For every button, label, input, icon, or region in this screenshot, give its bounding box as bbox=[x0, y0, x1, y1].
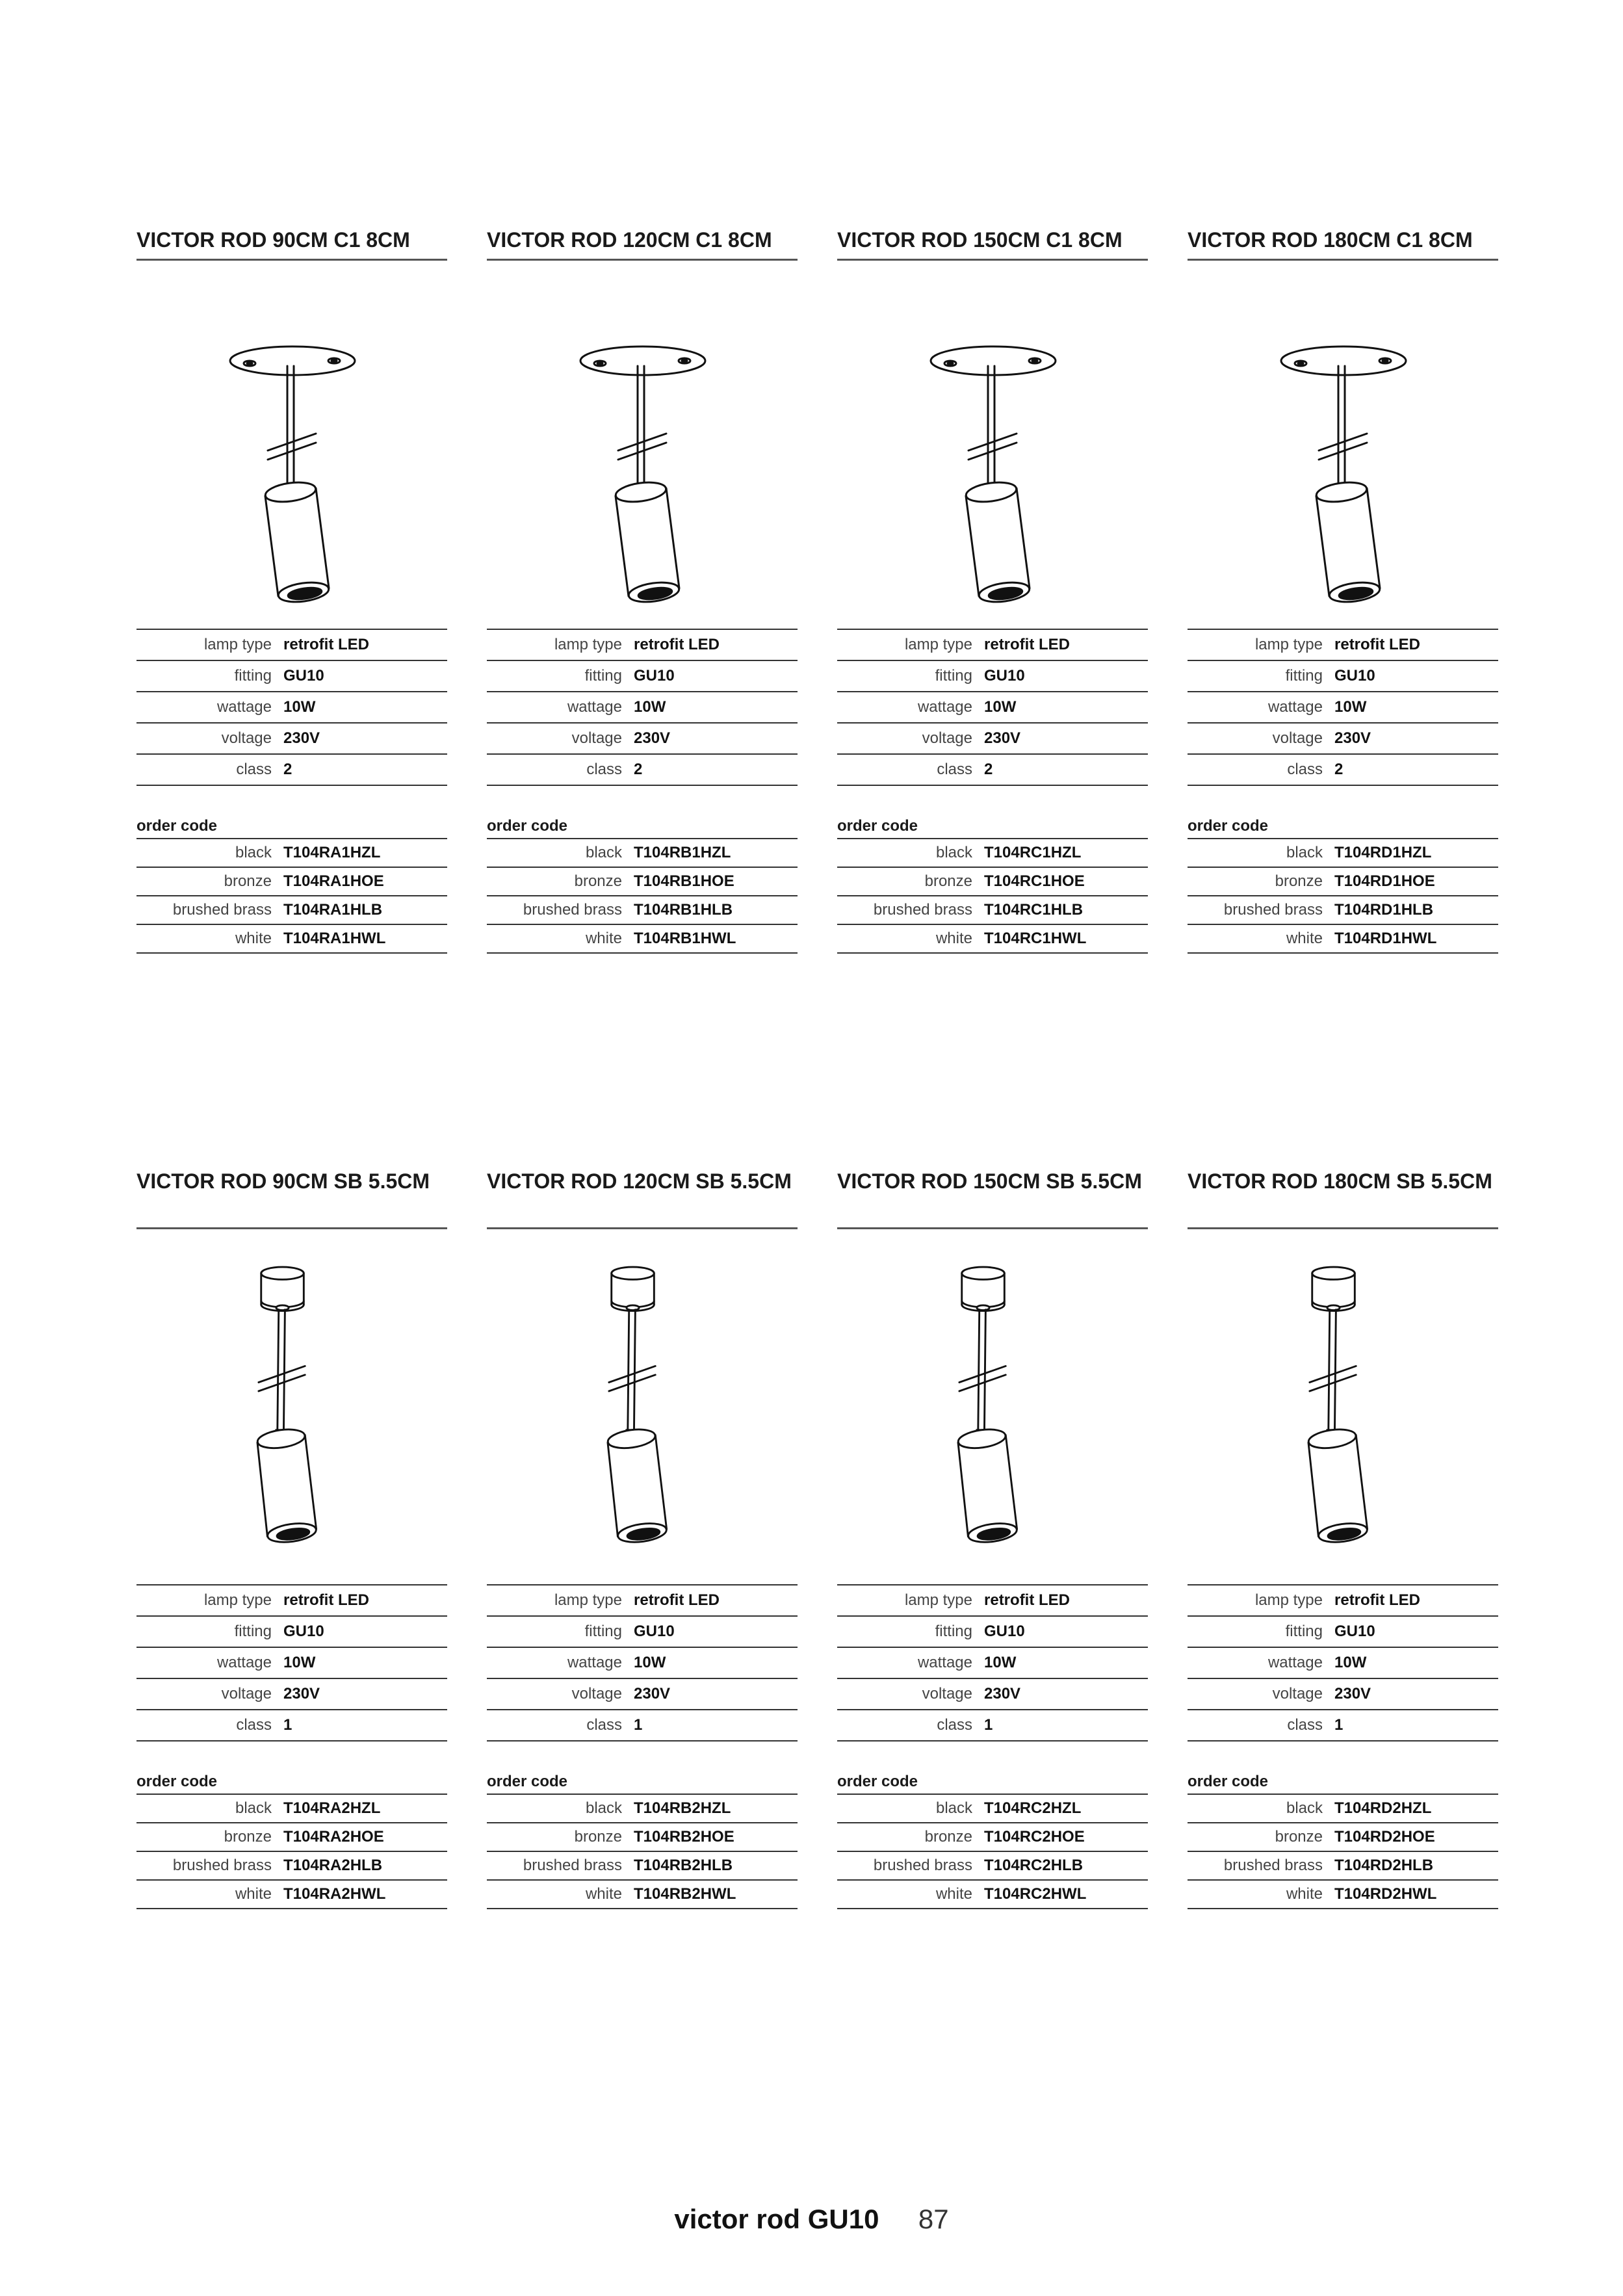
spec-row: voltage 230V bbox=[837, 724, 1148, 755]
order-row: brushed brass T104RD1HLB bbox=[1188, 896, 1498, 925]
page-footer bbox=[0, 2204, 1623, 2235]
lamp-drawing-surface-box bbox=[1188, 1233, 1498, 1584]
spec-row: fitting GU10 bbox=[1188, 661, 1498, 692]
order-code-table bbox=[837, 839, 1148, 954]
order-row: black T104RA2HZL bbox=[136, 1795, 447, 1823]
order-row: white T104RD2HWL bbox=[1188, 1881, 1498, 1909]
order-code-table bbox=[136, 839, 447, 954]
spec-table bbox=[487, 1584, 798, 1742]
spec-row: voltage 230V bbox=[136, 724, 447, 755]
product-card bbox=[487, 226, 798, 954]
spec-table bbox=[837, 1584, 1148, 1742]
order-row: bronze T104RD2HOE bbox=[1188, 1823, 1498, 1852]
order-code-heading: order code bbox=[837, 815, 1148, 839]
lamp-drawing-surface-box bbox=[136, 1233, 447, 1584]
spec-row: class 2 bbox=[136, 755, 447, 786]
lamp-drawing-surface-box bbox=[487, 1233, 798, 1584]
lamp-drawing-canopy bbox=[136, 265, 447, 629]
spec-row: fitting GU10 bbox=[837, 661, 1148, 692]
spec-row: voltage 230V bbox=[136, 1679, 447, 1710]
spec-row: class 2 bbox=[487, 755, 798, 786]
spec-row: lamp type retrofit LED bbox=[837, 1585, 1148, 1617]
spec-row: voltage 230V bbox=[487, 724, 798, 755]
order-row: bronze T104RA2HOE bbox=[136, 1823, 447, 1852]
spec-row: fitting GU10 bbox=[487, 1617, 798, 1648]
spec-row: lamp type retrofit LED bbox=[136, 1585, 447, 1617]
spec-row: lamp type retrofit LED bbox=[837, 630, 1148, 661]
spec-table bbox=[837, 629, 1148, 786]
spec-table bbox=[1188, 629, 1498, 786]
order-code-heading: order code bbox=[837, 1770, 1148, 1795]
spec-row: fitting GU10 bbox=[1188, 1617, 1498, 1648]
product-card bbox=[136, 1168, 447, 1909]
spec-row: wattage 10W bbox=[136, 1648, 447, 1679]
product-card bbox=[837, 1168, 1148, 1909]
order-row: brushed brass T104RC2HLB bbox=[837, 1852, 1148, 1881]
spec-row: lamp type retrofit LED bbox=[487, 630, 798, 661]
order-row: bronze T104RA1HOE bbox=[136, 868, 447, 896]
order-row: black T104RB1HZL bbox=[487, 839, 798, 868]
order-row: black T104RD2HZL bbox=[1188, 1795, 1498, 1823]
order-row: white T104RA2HWL bbox=[136, 1881, 447, 1909]
product-title: VICTOR ROD 180CM SB 5.5CM bbox=[1188, 1168, 1498, 1229]
spec-row: fitting GU10 bbox=[837, 1617, 1148, 1648]
spec-row: wattage 10W bbox=[1188, 1648, 1498, 1679]
product-title: VICTOR ROD 180CM C1 8CM bbox=[1188, 226, 1498, 261]
spec-row: lamp type retrofit LED bbox=[1188, 630, 1498, 661]
order-row: black T104RC2HZL bbox=[837, 1795, 1148, 1823]
order-row: black T104RA1HZL bbox=[136, 839, 447, 868]
order-row: black T104RB2HZL bbox=[487, 1795, 798, 1823]
order-row: white T104RD1HWL bbox=[1188, 925, 1498, 954]
spec-row: wattage 10W bbox=[487, 1648, 798, 1679]
order-row: bronze T104RB1HOE bbox=[487, 868, 798, 896]
spec-row: wattage 10W bbox=[1188, 692, 1498, 724]
product-title: VICTOR ROD 120CM C1 8CM bbox=[487, 226, 798, 261]
spec-row: class 2 bbox=[1188, 755, 1498, 786]
page-number: 87 bbox=[918, 2204, 949, 2234]
order-code-table bbox=[136, 1795, 447, 1909]
order-row: bronze T104RD1HOE bbox=[1188, 868, 1498, 896]
spec-row: voltage 230V bbox=[837, 1679, 1148, 1710]
product-title: VICTOR ROD 150CM C1 8CM bbox=[837, 226, 1148, 261]
order-code-heading: order code bbox=[136, 815, 447, 839]
spec-row: class 1 bbox=[837, 1710, 1148, 1742]
order-code-table bbox=[487, 839, 798, 954]
product-title: VICTOR ROD 150CM SB 5.5CM bbox=[837, 1168, 1148, 1229]
spec-row: voltage 230V bbox=[487, 1679, 798, 1710]
lamp-drawing-canopy bbox=[487, 265, 798, 629]
lamp-drawing-canopy bbox=[1188, 265, 1498, 629]
spec-table bbox=[1188, 1584, 1498, 1742]
order-row: white T104RA1HWL bbox=[136, 925, 447, 954]
order-row: white T104RC2HWL bbox=[837, 1881, 1148, 1909]
order-row: black T104RD1HZL bbox=[1188, 839, 1498, 868]
order-code-heading: order code bbox=[487, 815, 798, 839]
spec-table bbox=[487, 629, 798, 786]
order-row: brushed brass T104RA1HLB bbox=[136, 896, 447, 925]
order-code-heading: order code bbox=[487, 1770, 798, 1795]
order-code-heading: order code bbox=[1188, 1770, 1498, 1795]
order-row: white T104RB1HWL bbox=[487, 925, 798, 954]
product-card bbox=[136, 226, 447, 954]
order-code-table bbox=[1188, 1795, 1498, 1909]
order-row: white T104RC1HWL bbox=[837, 925, 1148, 954]
lamp-drawing-canopy bbox=[837, 265, 1148, 629]
product-card bbox=[1188, 1168, 1498, 1909]
order-row: bronze T104RC1HOE bbox=[837, 868, 1148, 896]
spec-row: lamp type retrofit LED bbox=[136, 630, 447, 661]
section-name: victor rod GU10 bbox=[674, 2204, 879, 2234]
product-card bbox=[837, 226, 1148, 954]
order-row: black T104RC1HZL bbox=[837, 839, 1148, 868]
spec-row: voltage 230V bbox=[1188, 1679, 1498, 1710]
product-title: VICTOR ROD 90CM SB 5.5CM bbox=[136, 1168, 447, 1229]
order-code-heading: order code bbox=[136, 1770, 447, 1795]
spec-table bbox=[136, 629, 447, 786]
order-row: brushed brass T104RA2HLB bbox=[136, 1852, 447, 1881]
order-code-heading: order code bbox=[1188, 815, 1498, 839]
spec-table bbox=[136, 1584, 447, 1742]
spec-row: fitting GU10 bbox=[136, 1617, 447, 1648]
spec-row: wattage 10W bbox=[487, 692, 798, 724]
product-title: VICTOR ROD 120CM SB 5.5CM bbox=[487, 1168, 798, 1229]
spec-row: class 2 bbox=[837, 755, 1148, 786]
spec-row: wattage 10W bbox=[136, 692, 447, 724]
spec-row: lamp type retrofit LED bbox=[487, 1585, 798, 1617]
order-row: white T104RB2HWL bbox=[487, 1881, 798, 1909]
product-card bbox=[487, 1168, 798, 1909]
lamp-drawing-surface-box bbox=[837, 1233, 1148, 1584]
order-code-table bbox=[487, 1795, 798, 1909]
order-row: brushed brass T104RD2HLB bbox=[1188, 1852, 1498, 1881]
order-code-table bbox=[837, 1795, 1148, 1909]
spec-row: class 1 bbox=[1188, 1710, 1498, 1742]
order-row: brushed brass T104RC1HLB bbox=[837, 896, 1148, 925]
product-title: VICTOR ROD 90CM C1 8CM bbox=[136, 226, 447, 261]
spec-row: class 1 bbox=[136, 1710, 447, 1742]
spec-row: wattage 10W bbox=[837, 1648, 1148, 1679]
spec-row: class 1 bbox=[487, 1710, 798, 1742]
spec-row: fitting GU10 bbox=[136, 661, 447, 692]
order-row: brushed brass T104RB1HLB bbox=[487, 896, 798, 925]
spec-row: lamp type retrofit LED bbox=[1188, 1585, 1498, 1617]
spec-row: wattage 10W bbox=[837, 692, 1148, 724]
order-row: bronze T104RB2HOE bbox=[487, 1823, 798, 1852]
order-row: bronze T104RC2HOE bbox=[837, 1823, 1148, 1852]
order-code-table bbox=[1188, 839, 1498, 954]
spec-row: fitting GU10 bbox=[487, 661, 798, 692]
spec-row: voltage 230V bbox=[1188, 724, 1498, 755]
order-row: brushed brass T104RB2HLB bbox=[487, 1852, 798, 1881]
product-card bbox=[1188, 226, 1498, 954]
